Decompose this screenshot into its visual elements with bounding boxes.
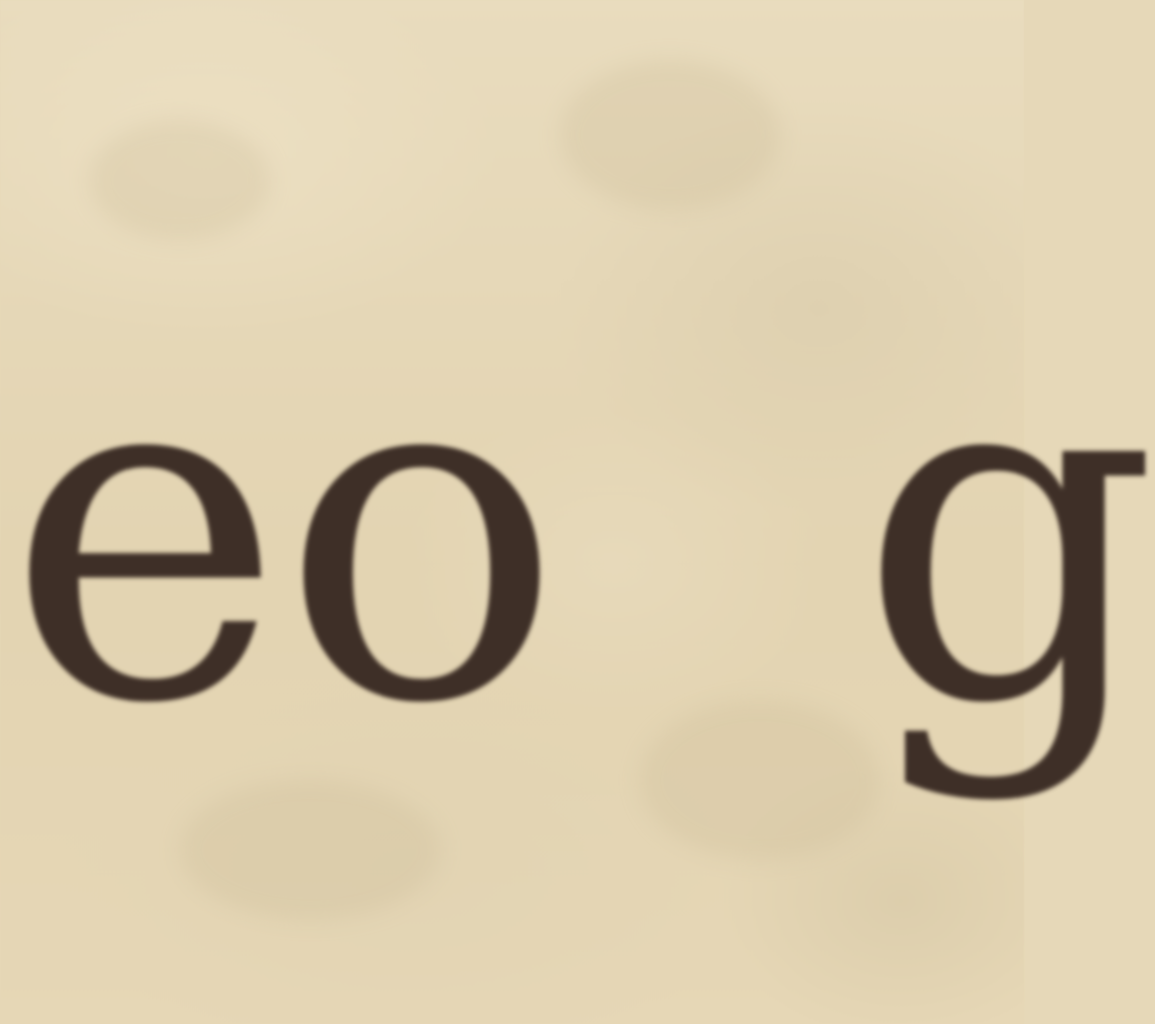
paper-stain [640, 700, 880, 860]
text-fragment-eo: eo [6, 259, 560, 806]
paper-stain [560, 60, 780, 210]
text-fragment-g: g [858, 259, 1155, 806]
paper-stain [90, 120, 270, 240]
